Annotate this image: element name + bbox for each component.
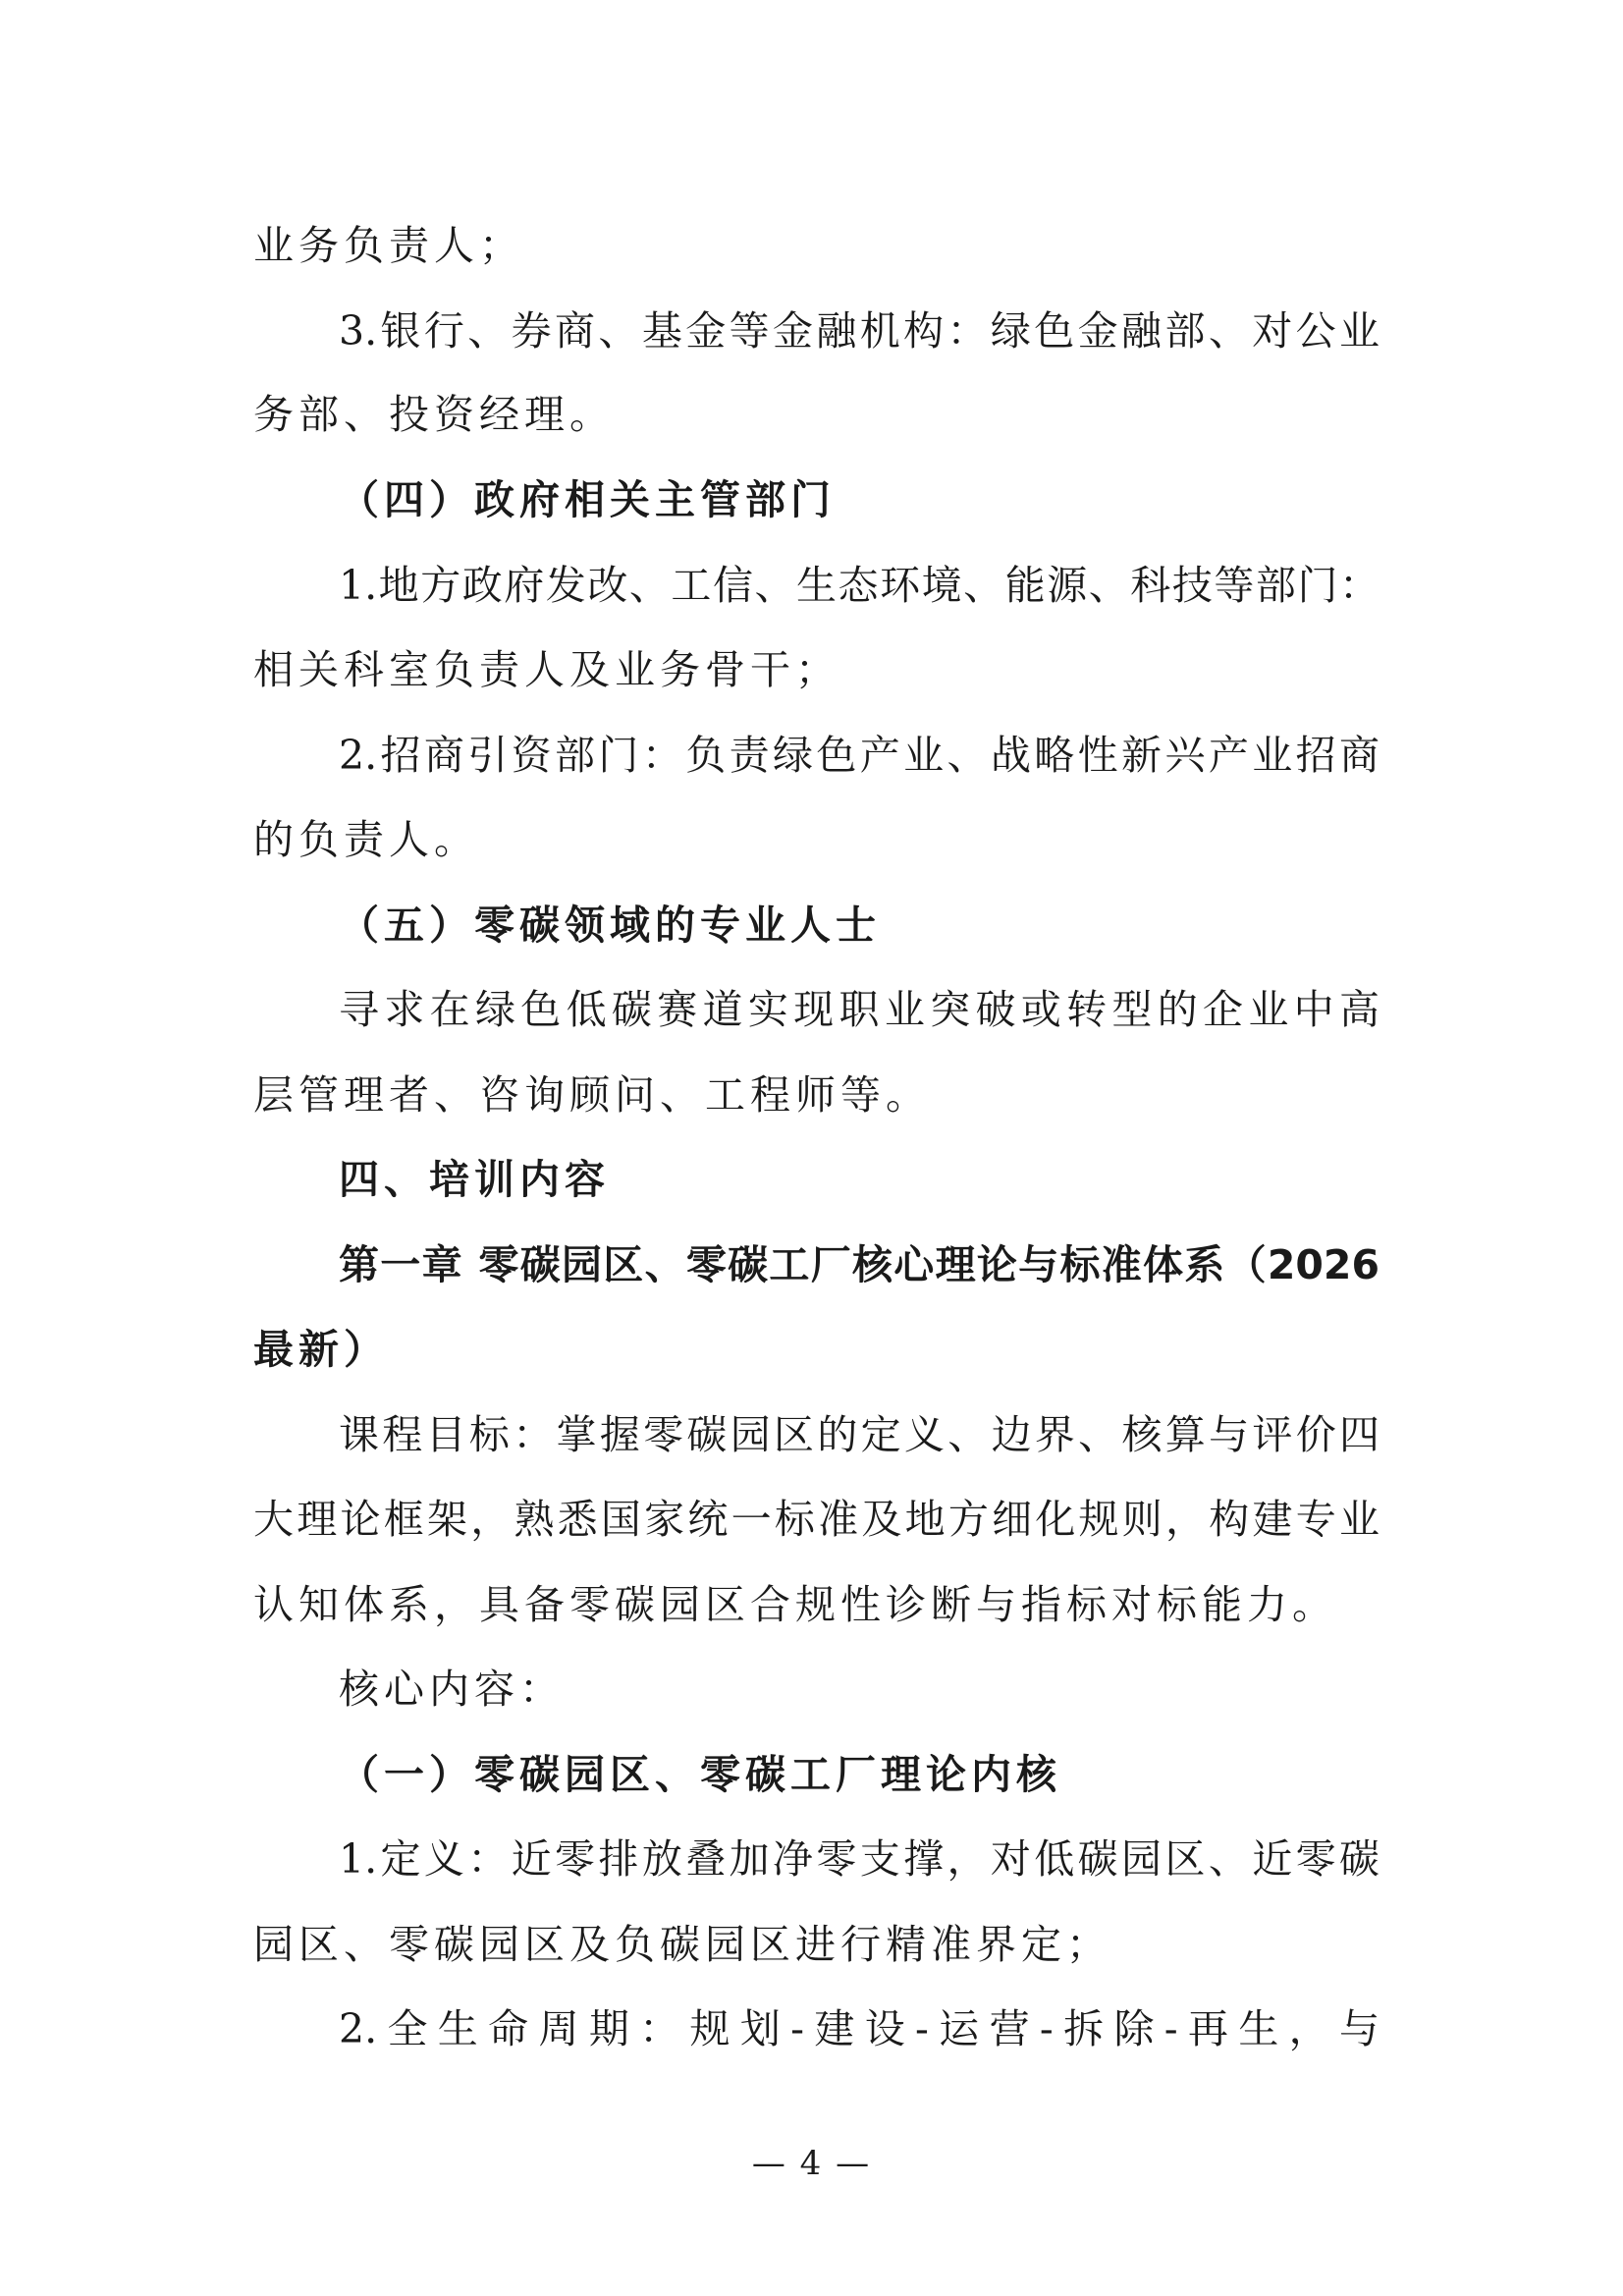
- text-line-2: 3.银行、券商、基金等金融机构：绿色金融部、对公业: [339, 307, 1380, 355]
- text-line-20: 1.定义：近零排放叠加净零支撑，对低碳园区、近零碳: [339, 1835, 1380, 1883]
- text-line-10: 寻求在绿色低碳赛道实现职业突破或转型的企业中高: [339, 986, 1380, 1033]
- text-line-6: 相关科室负责人及业务骨干；: [253, 646, 840, 693]
- text-line-21: 园区、零碳园区及负碳园区进行精准界定；: [253, 1921, 1111, 1968]
- text-line-15: 课程目标：掌握零碳园区的定义、边界、核算与评价四: [339, 1411, 1380, 1458]
- subsection-heading-1: （一）零碳园区、零碳工厂理论内核: [339, 1751, 1061, 1798]
- text-line-22: 2.全生命周期：规划-建设-运营-拆除-再生，与: [339, 2005, 1380, 2052]
- text-line-11: 层管理者、咨询顾问、工程师等。: [253, 1071, 931, 1119]
- text-line-8: 的负责人。: [253, 816, 479, 863]
- text-line-17: 认知体系，具备零碳园区合规性诊断与指标对标能力。: [253, 1581, 1337, 1628]
- chapter-heading-1-cont: 最新）: [253, 1326, 389, 1373]
- text-line-18: 核心内容：: [339, 1666, 565, 1713]
- text-line-5: 1.地方政府发改、工信、生态环境、能源、科技等部门：: [339, 562, 1380, 609]
- text-line-7: 2.招商引资部门：负责绿色产业、战略性新兴产业招商: [339, 732, 1380, 779]
- chapter-heading-1: 第一章 零碳园区、零碳工厂核心理论与标准体系（2026: [339, 1241, 1380, 1288]
- section-heading-5: （五）零碳领域的专业人士: [339, 902, 881, 949]
- section-heading-4: （四）政府相关主管部门: [339, 476, 836, 523]
- page-number: — 4 —: [751, 2144, 872, 2183]
- text-line-16: 大理论框架，熟悉国家统一标准及地方细化规则，构建专业: [253, 1496, 1380, 1543]
- section-heading-training-content: 四、培训内容: [339, 1156, 610, 1203]
- text-line-3: 务部、投资经理。: [253, 391, 615, 438]
- text-line-1: 业务负责人；: [253, 222, 524, 269]
